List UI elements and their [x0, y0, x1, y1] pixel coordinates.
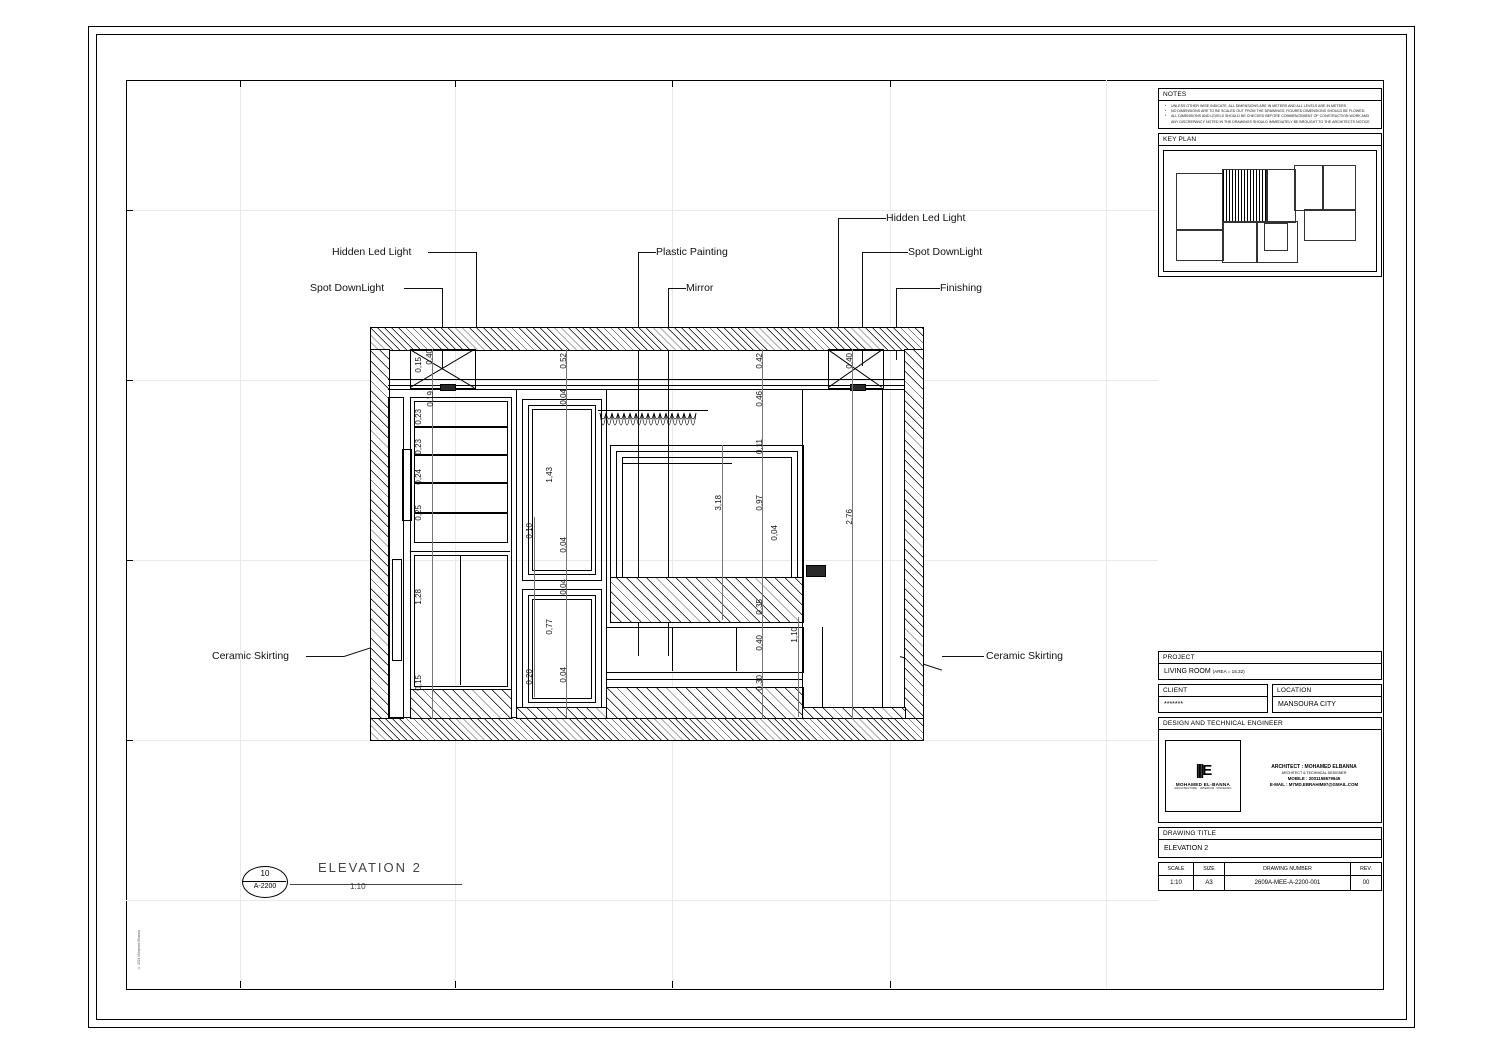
project-area: (AREA = 15.32): [1212, 668, 1245, 674]
callout-label: Ceramic Skirting: [986, 650, 1064, 662]
engineer-box: [1158, 717, 1382, 823]
ceiling-slab: [370, 327, 924, 351]
dimension-text: 0,42: [755, 353, 764, 369]
ceiling-line: [388, 389, 904, 390]
location-box: [1272, 684, 1382, 713]
engineer-logo-area: [1159, 730, 1247, 822]
floor-slab: [370, 717, 924, 741]
console-divider: [672, 627, 673, 671]
keyplan-room: [1176, 173, 1224, 231]
leader-line: [306, 656, 344, 657]
callout-label: Hidden Led Light: [332, 246, 412, 258]
pendant-cord: [638, 389, 639, 411]
tv-console: [606, 627, 804, 673]
drawer: [414, 483, 508, 513]
dimension-text: 0,30: [755, 675, 764, 691]
logo-frame: [1165, 740, 1241, 812]
dimension-text: 0,35: [755, 599, 764, 615]
logo-icon: |||E: [1195, 761, 1211, 779]
leader-line: [838, 218, 886, 219]
callout-label: Mirror: [686, 282, 714, 294]
frame-tick: [240, 80, 241, 87]
info-cell-scale: [1159, 863, 1194, 890]
note-text: ALL DIMENSIONS AND LEVELS SHOULD BE CHECKED BEFORE COMMENCEMENT OF CONSTRUCTION WORK AND ANY DISCREPANCY NOTED IN THE DRAWINGS SHOULD IMMEDIATELY BE BROUGHT TO THE ARCHITECTS NOTICE: [1171, 114, 1370, 124]
engineer-line-2: ARCHITECT & TECHNICAL DESIGNER: [1281, 771, 1347, 776]
info-header-rev: REV.: [1351, 863, 1381, 876]
dimension-text: 1,10: [790, 627, 799, 643]
dimension-line: [534, 517, 535, 697]
dimension-text: 0,40: [425, 349, 434, 365]
dimension-text: 0,24: [414, 469, 423, 485]
project-box: [1158, 651, 1382, 680]
frame-tick: [890, 981, 891, 988]
info-header-number: DRAWING NUMBER: [1225, 863, 1350, 876]
keyplan-room: [1266, 169, 1296, 223]
grid-line: [1106, 80, 1107, 988]
leader-line: [668, 288, 686, 289]
callout-label: Ceramic Skirting: [212, 650, 290, 662]
dimension-text: 0,04: [559, 389, 568, 405]
note-item: [1163, 114, 1377, 124]
tag-number: 10: [260, 869, 270, 878]
client-header: CLIENT: [1159, 685, 1267, 697]
dimension-text: 0,20: [525, 669, 534, 685]
finishing-panel-edge: [882, 389, 883, 717]
dimension-text: 0,52: [559, 353, 568, 369]
cabinet-door-split: [460, 555, 461, 685]
note-text: UNLESS OTHER WISE INDICATE, ALL DIMENSIONS ARE IN METERS AND ALL LEVELS ARE IN METERS.: [1171, 104, 1348, 108]
dimension-text: 0,11: [755, 439, 764, 454]
dimension-text: 0,04: [559, 667, 568, 683]
notes-header: NOTES: [1159, 89, 1381, 101]
keyplan-door: [1264, 223, 1288, 251]
dimension-text: 0,10: [525, 523, 534, 539]
keyplan-room: [1304, 209, 1356, 241]
drawer: [414, 513, 508, 543]
frame-tick: [455, 80, 456, 87]
keyplan-room: [1294, 165, 1324, 211]
client-location-row: [1158, 684, 1382, 717]
keyplan-room: [1222, 221, 1258, 263]
cabinet-door: [414, 555, 508, 687]
decorative-fixture-icon: [598, 411, 708, 439]
console-base-line: [606, 679, 802, 680]
dimension-text: 0,04: [770, 525, 779, 541]
leader-line: [896, 288, 940, 289]
dimension-text: 0,40: [755, 635, 764, 651]
fixture-rail: [598, 410, 708, 411]
dimension-line: [722, 445, 723, 620]
dimension-text: 1,28: [414, 589, 423, 605]
dimension-text: 0,19: [426, 391, 435, 407]
location-value: MANSOURA CITY: [1278, 700, 1336, 708]
leader-line: [638, 252, 656, 253]
drawing-title-header: DRAWING TITLE: [1159, 828, 1381, 840]
frame-tick: [672, 981, 673, 988]
dimension-text: 1,43: [545, 467, 554, 483]
console-divider: [736, 627, 737, 671]
title-block: [1158, 88, 1382, 891]
stone-cladding-band: [610, 577, 804, 623]
tag-sheet: A-2200: [253, 883, 277, 890]
power-socket-icon: [806, 565, 826, 577]
left-slot: [392, 559, 402, 661]
callout-label: Hidden Led Light: [886, 212, 966, 224]
cabinet-divider: [410, 551, 510, 552]
dimension-text: 2,76: [845, 509, 854, 525]
frame-tick: [890, 80, 891, 87]
dimension-text: 0,04: [559, 579, 568, 595]
leader-line: [942, 656, 984, 657]
elevation-scale: 1:10: [350, 882, 366, 891]
info-value-number: 2609A-MEE-A-2200-001: [1254, 879, 1321, 886]
callout-label: Plastic Painting: [656, 246, 728, 258]
project-value: [1159, 664, 1381, 679]
panel-edge: [516, 389, 517, 717]
spot-downlight-left: [440, 384, 456, 391]
engineer-line-4: E-MAIL : M7MD.EBRAHIM97@GMAIL.COM: [1269, 782, 1359, 788]
drawing-title-box: [1158, 827, 1382, 858]
tag-divider: [242, 881, 286, 882]
dimension-text: 0,77: [545, 619, 554, 635]
keyplan-box: [1158, 133, 1382, 277]
ceramic-skirting-left: [410, 689, 512, 719]
frame-tick: [126, 740, 133, 741]
dimension-text: 0,15: [414, 357, 423, 373]
left-wall: [370, 349, 390, 719]
engineer-header: DESIGN AND TECHNICAL ENGINEER: [1159, 718, 1381, 730]
note-text: NO DIMENSIONS ARE TO BE SCALED OUT FROM THE DRAWINGS, FIGURED DIMENSIONS SHOULD BE FLOWED.: [1171, 109, 1366, 114]
engineer-text: [1247, 730, 1381, 822]
keyplan-drawing: [1163, 150, 1377, 272]
frame-tick: [455, 981, 456, 988]
notes-box: [1158, 88, 1382, 129]
dimension-text: 0,25: [414, 505, 423, 521]
leader-line: [428, 252, 476, 253]
frame-tick: [126, 210, 133, 211]
tv-detail-line: [622, 463, 732, 464]
drawing-reference-tag[interactable]: [242, 866, 288, 898]
dimension-text: 0,40: [845, 353, 854, 369]
frame-tick: [126, 560, 133, 561]
drawer: [414, 427, 508, 455]
left-wall-finish: [388, 397, 404, 719]
keyplan-highlight-room: [1222, 169, 1268, 223]
logo-subtitle: ARCHITECTURE . INTERIOR . FINISHING: [1174, 786, 1232, 790]
info-header-size: SIZE: [1194, 863, 1224, 876]
grid-line: [126, 900, 1158, 901]
dimension-text: 0,23: [414, 439, 423, 455]
mirror-glass-lower: [532, 599, 592, 699]
client-value: *******: [1164, 700, 1184, 708]
engineer-line-1: ARCHITECT : MOHAMED ELBANNA: [1271, 764, 1357, 771]
engineer-line-3: MOBILE : 2001158679945: [1287, 776, 1341, 782]
drawing-title-value: ELEVATION 2: [1164, 844, 1209, 852]
frame-tick: [672, 80, 673, 87]
engineer-body: [1159, 730, 1381, 822]
callout-label: Finishing: [940, 282, 983, 294]
info-cell-size: [1194, 863, 1225, 890]
note-bullet-icon: *: [1164, 109, 1167, 114]
notes-body: [1159, 101, 1381, 128]
dimension-text: 0,04: [559, 537, 568, 553]
callout-label: Spot DownLight: [310, 282, 385, 294]
keyplan-header: KEY PLAN: [1159, 134, 1381, 146]
info-header-scale: SCALE: [1159, 863, 1193, 876]
right-wall: [904, 349, 924, 719]
ceramic-skirting-right: [802, 707, 906, 719]
dimension-text: 0,97: [755, 495, 764, 511]
project-name: LIVING ROOM: [1164, 667, 1211, 675]
keyplan-room: [1322, 165, 1356, 211]
drawer: [414, 455, 508, 483]
info-table: [1158, 862, 1382, 891]
info-value-scale: 1:10: [1170, 879, 1182, 886]
dimension-text: 0,46: [755, 391, 764, 407]
project-header: PROJECT: [1159, 652, 1381, 664]
grid-line: [126, 210, 1158, 211]
elevation-title-rule: [290, 884, 462, 885]
location-header: LOCATION: [1273, 685, 1381, 697]
leader-line: [404, 288, 442, 289]
elevation-drawing: [370, 327, 922, 739]
tv-detail-line: [622, 463, 623, 473]
note-bullet-icon: *: [1164, 104, 1167, 108]
sheet-side-code: © 2024 Mohamed Elbanna: [137, 930, 141, 970]
logo-name: MOHAMED EL-BANNA: [1175, 781, 1231, 787]
callout-label: Spot DownLight: [908, 246, 983, 258]
frame-tick: [240, 981, 241, 988]
titleblock-spacer: [1158, 281, 1382, 651]
keyplan-room: [1176, 229, 1224, 261]
info-cell-rev: [1351, 863, 1381, 890]
info-value-size: A3: [1205, 879, 1213, 886]
ceramic-skirting-mid: [516, 707, 608, 719]
client-box: [1158, 684, 1268, 713]
ceramic-skirting-console: [606, 687, 804, 719]
panel-edge: [822, 627, 823, 717]
dimension-text: 0,15: [414, 675, 423, 691]
info-cell-number: [1225, 863, 1351, 890]
elevation-title: ELEVATION 2: [318, 860, 422, 875]
dimension-text: 0,23: [414, 409, 423, 425]
frame-tick: [126, 380, 133, 381]
leader-line: [862, 252, 908, 253]
dimension-line: [852, 349, 853, 719]
dimension-text: 3,18: [714, 495, 723, 511]
note-bullet-icon: *: [1164, 114, 1167, 119]
panel-edge: [802, 389, 803, 717]
info-value-rev: 00: [1362, 879, 1370, 886]
grid-line: [240, 80, 241, 988]
